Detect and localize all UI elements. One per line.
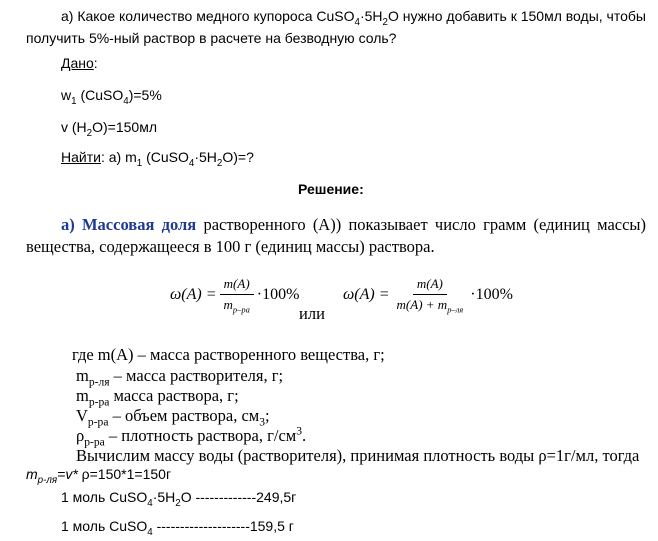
definition-solvent-mass: $m_{р-ля}$ – масса растворителя, г; (76, 366, 284, 389)
or-label: или (299, 304, 325, 323)
molar-mass-hydrate: 1 моль $CuSO_4\cdot 5H_2O$ -------------249,5г (61, 489, 297, 509)
given-label: Дано: (61, 55, 98, 71)
definition-solute-mass: где m(А) – масса растворенного вещества, г; (72, 345, 385, 364)
problem-line-1: а) Какое количество медного купороса $CuSO_4\cdot 5H_2O$ нужно добавить к 150мл воды, чтобы (61, 8, 646, 28)
problem-line-2: получить 5%-ный раствор в расчете на безводную соль? (26, 30, 397, 46)
formula-mass-fraction-1: ω(A) = $\frac{m(A)}{m_{р-ра}}$ ·100% (170, 276, 300, 315)
molar-mass-anhydrous: 1 моль CuSO$_4$ --------------------159,5 г (61, 518, 294, 538)
find-line: Найти: а) $m_1$ $(CuSO_4\cdot 5H_2O)=$? (61, 149, 254, 169)
definition-solution-mass: $m_{р-ра}$ масса раствора, г; (76, 386, 239, 409)
definition-solution-volume: $V_{р-ра}$ – объем раствора, $см_3$; (76, 406, 270, 429)
solution-title: Решение: (298, 181, 364, 197)
formula-mass-fraction-2: ω(A) = $\frac{m(A)}{m(A) + m_{р-ля}}$ ·100% (343, 276, 513, 315)
calc-water-mass-intro: Вычислим массу воды (растворителя), принимая плотность воды ρ=1г/мл, тогда (76, 446, 640, 465)
definition-solution-density: $\rho_{р-ра}$ – плотность раствора, $г/см^3$. (76, 425, 307, 449)
given-mass-fraction: $w_1$ (CuSO$_4$)=5% (61, 87, 162, 107)
calc-water-mass: $m_{р-ля}=v*$ ρ=150*1=150г (26, 466, 172, 486)
given-volume: v $(H_2O)=150мл$ (61, 119, 158, 139)
mass-fraction-paragraph: а) Массовая доля растворенного (А)) показывает число грамм (единиц массы) вещества, содержащееся в 100 г (единиц массы) раствора. (26, 215, 646, 256)
